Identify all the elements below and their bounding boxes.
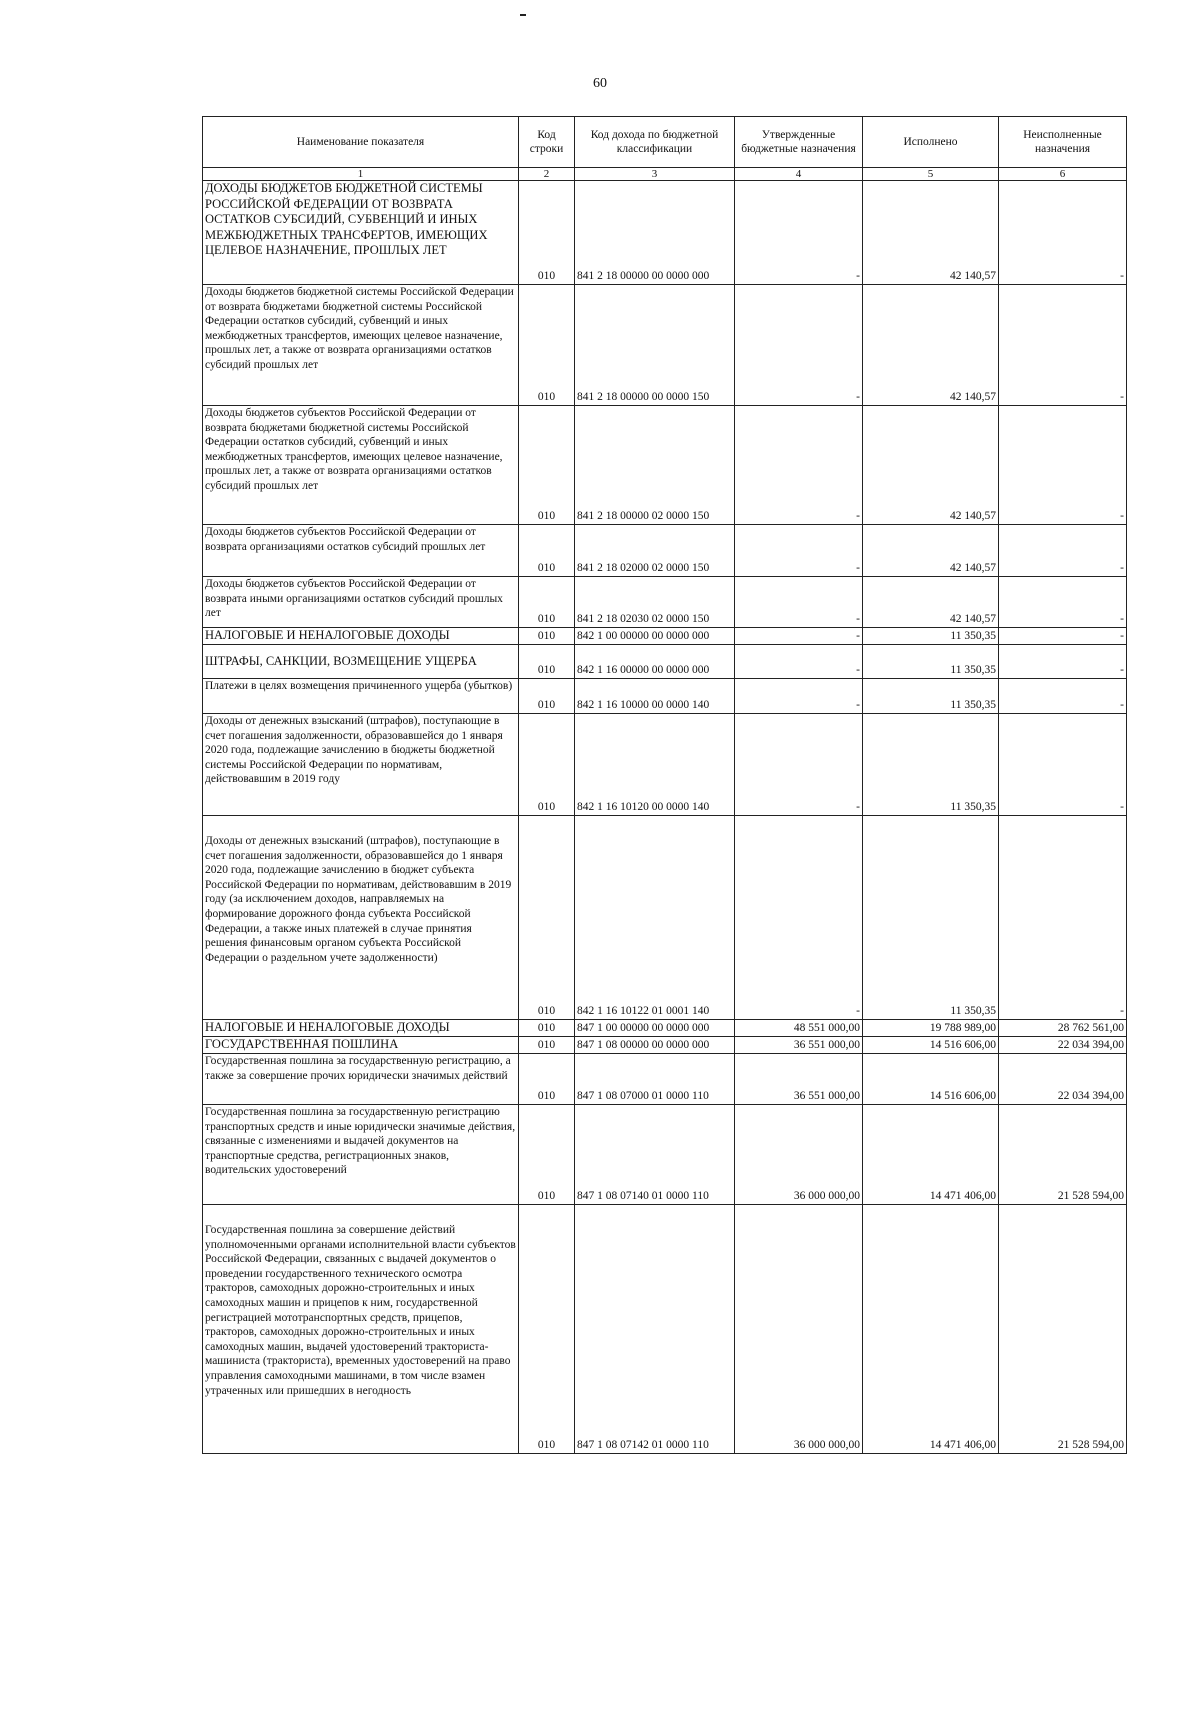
row-budget-code: 847 1 08 07000 01 0000 110 xyxy=(575,1054,735,1105)
row-unexecuted: - xyxy=(999,628,1127,645)
header-row xyxy=(203,117,1127,168)
row-unexecuted: 22 034 394,00 xyxy=(999,1037,1127,1054)
col-header-approved: Утвержденные бюджетные назначения xyxy=(735,117,863,168)
row-line-code: 010 xyxy=(519,1020,575,1037)
row-line-code: 010 xyxy=(519,285,575,406)
row-budget-code: 847 1 08 00000 00 0000 000 xyxy=(575,1037,735,1054)
row-budget-code: 842 1 16 10000 00 0000 140 xyxy=(575,679,735,714)
row-name: НАЛОГОВЫЕ И НЕНАЛОГОВЫЕ ДОХОДЫ xyxy=(203,628,519,645)
row-budget-code: 847 1 08 07142 01 0000 110 xyxy=(575,1205,735,1454)
row-executed: 11 350,35 xyxy=(863,679,999,714)
row-executed: 42 140,57 xyxy=(863,525,999,577)
column-number: 6 xyxy=(999,168,1127,181)
row-line-code: 010 xyxy=(519,1105,575,1205)
row-approved: - xyxy=(735,679,863,714)
row-line-code: 010 xyxy=(519,816,575,1020)
row-line-code: 010 xyxy=(519,1037,575,1054)
row-name: Доходы бюджетов субъектов Российской Федерации от возврата иными организациями остатков субсидий прошлых лет xyxy=(203,577,519,628)
table-row xyxy=(203,679,1127,714)
row-name: Доходы от денежных взысканий (штрафов), поступающие в счет погашения задолженности, образовавшейся до 1 января 2020 года, подлежащие зачислению в бюджет субъекта Российской Федерации по нормативам, действовавшим в 2019 году (за исключением доходов, направляемых на формирование дорожного фонда субъекта Российской Федерации, а также иных платежей в случае принятия решения финансовым органом субъекта Российской Федерации о раздельном учете задолженности) xyxy=(203,816,519,1020)
column-number: 2 xyxy=(519,168,575,181)
row-line-code: 010 xyxy=(519,406,575,525)
column-number: 4 xyxy=(735,168,863,181)
row-budget-code: 841 2 18 02000 02 0000 150 xyxy=(575,525,735,577)
table-row xyxy=(203,816,1127,1020)
table-row xyxy=(203,285,1127,406)
row-budget-code: 842 1 16 00000 00 0000 000 xyxy=(575,645,735,679)
row-line-code: 010 xyxy=(519,1054,575,1105)
row-approved: - xyxy=(735,577,863,628)
row-approved: 36 000 000,00 xyxy=(735,1105,863,1205)
row-line-code: 010 xyxy=(519,714,575,816)
row-unexecuted: - xyxy=(999,679,1127,714)
table-row xyxy=(203,1037,1127,1054)
table-row xyxy=(203,645,1127,679)
table-row xyxy=(203,181,1127,285)
row-unexecuted: - xyxy=(999,714,1127,816)
row-budget-code: 847 1 00 00000 00 0000 000 xyxy=(575,1020,735,1037)
col-header-name: Наименование показателя xyxy=(203,117,519,168)
table-row xyxy=(203,1054,1127,1105)
row-approved: - xyxy=(735,714,863,816)
row-unexecuted: - xyxy=(999,181,1127,285)
row-executed: 42 140,57 xyxy=(863,181,999,285)
row-executed: 14 516 606,00 xyxy=(863,1054,999,1105)
row-name: Государственная пошлина за совершение действий уполномоченными органами исполнительной власти субъектов Российской Федерации, связанных с выдачей документов о проведении государственного технического осмотра тракторов, самоходных дорожно-строительных и иных самоходных машин и прицепов к ним, государственной регистрацией мототранспортных средств, прицепов, тракторов, самоходных дорожно-строительных и иных самоходных машин, выдачей удостоверений тракториста-машиниста (тракториста), временных удостоверений на право управления самоходными машинами, в том числе взамен утраченных или пришедших в негодность xyxy=(203,1205,519,1454)
row-line-code: 010 xyxy=(519,577,575,628)
row-line-code: 010 xyxy=(519,1205,575,1454)
table-row xyxy=(203,577,1127,628)
row-approved: 36 000 000,00 xyxy=(735,1205,863,1454)
row-executed: 42 140,57 xyxy=(863,577,999,628)
row-approved: - xyxy=(735,525,863,577)
table-row xyxy=(203,1105,1127,1205)
row-approved: - xyxy=(735,628,863,645)
row-name: Государственная пошлина за государственную регистрацию, а также за совершение прочих юридически значимых действий xyxy=(203,1054,519,1105)
row-line-code: 010 xyxy=(519,679,575,714)
row-name: Доходы бюджетов бюджетной системы Российской Федерации от возврата бюджетами бюджетной системы Российской Федерации остатков субсидий, субвенций и иных межбюджетных трансфертов, имеющих целевое назначение, прошлых лет, а также от возврата организациями остатков субсидий прошлых лет xyxy=(203,285,519,406)
row-budget-code: 842 1 16 10120 00 0000 140 xyxy=(575,714,735,816)
row-budget-code: 842 1 16 10122 01 0001 140 xyxy=(575,816,735,1020)
row-name: Доходы бюджетов субъектов Российской Федерации от возврата организациями остатков субсидий прошлых лет xyxy=(203,525,519,577)
row-unexecuted: 22 034 394,00 xyxy=(999,1054,1127,1105)
column-number: 5 xyxy=(863,168,999,181)
revenue-table xyxy=(202,116,1127,1454)
table-row xyxy=(203,525,1127,577)
row-unexecuted: - xyxy=(999,525,1127,577)
row-budget-code: 841 2 18 00000 02 0000 150 xyxy=(575,406,735,525)
row-unexecuted: 21 528 594,00 xyxy=(999,1105,1127,1205)
col-header-line-code: Код строки xyxy=(519,117,575,168)
row-executed: 14 516 606,00 xyxy=(863,1037,999,1054)
scan-mark xyxy=(520,14,526,16)
column-number-row xyxy=(203,168,1127,181)
row-name: Доходы бюджетов субъектов Российской Федерации от возврата бюджетами бюджетной системы Российской Федерации остатков субсидий, субвенций и иных межбюджетных трансфертов, имеющих целевое назначение, прошлых лет, а также от возврата организациями остатков субсидий прошлых лет xyxy=(203,406,519,525)
row-approved: - xyxy=(735,285,863,406)
column-number: 3 xyxy=(575,168,735,181)
row-name: НАЛОГОВЫЕ И НЕНАЛОГОВЫЕ ДОХОДЫ xyxy=(203,1020,519,1037)
row-unexecuted: - xyxy=(999,577,1127,628)
row-executed: 19 788 989,00 xyxy=(863,1020,999,1037)
table-row xyxy=(203,714,1127,816)
row-executed: 42 140,57 xyxy=(863,285,999,406)
row-line-code: 010 xyxy=(519,645,575,679)
row-unexecuted: 28 762 561,00 xyxy=(999,1020,1127,1037)
row-unexecuted: - xyxy=(999,645,1127,679)
table-row xyxy=(203,1205,1127,1454)
row-line-code: 010 xyxy=(519,628,575,645)
row-approved: - xyxy=(735,645,863,679)
row-line-code: 010 xyxy=(519,525,575,577)
row-approved: 36 551 000,00 xyxy=(735,1054,863,1105)
row-budget-code: 841 2 18 00000 00 0000 150 xyxy=(575,285,735,406)
row-name: ГОСУДАРСТВЕННАЯ ПОШЛИНА xyxy=(203,1037,519,1054)
row-executed: 11 350,35 xyxy=(863,714,999,816)
col-header-unexecuted: Неисполненные назначения xyxy=(999,117,1127,168)
row-budget-code: 847 1 08 07140 01 0000 110 xyxy=(575,1105,735,1205)
row-approved: 36 551 000,00 xyxy=(735,1037,863,1054)
row-approved: - xyxy=(735,406,863,525)
row-name: Государственная пошлина за государственную регистрацию транспортных средств и иные юридически значимые действия, связанные с изменениями и выдачей документов на транспортные средства, регистрационных знаков, водительских удостоверений xyxy=(203,1105,519,1205)
row-budget-code: 841 2 18 02030 02 0000 150 xyxy=(575,577,735,628)
row-executed: 42 140,57 xyxy=(863,406,999,525)
row-executed: 11 350,35 xyxy=(863,628,999,645)
col-header-budget-code: Код дохода по бюджетной классификации xyxy=(575,117,735,168)
row-unexecuted: - xyxy=(999,406,1127,525)
row-line-code: 010 xyxy=(519,181,575,285)
table-row xyxy=(203,406,1127,525)
row-unexecuted: 21 528 594,00 xyxy=(999,1205,1127,1454)
row-budget-code: 842 1 00 00000 00 0000 000 xyxy=(575,628,735,645)
row-executed: 11 350,35 xyxy=(863,816,999,1020)
row-executed: 14 471 406,00 xyxy=(863,1105,999,1205)
row-approved: - xyxy=(735,816,863,1020)
table-row xyxy=(203,1020,1127,1037)
page-number: 60 xyxy=(593,76,607,91)
row-approved: - xyxy=(735,181,863,285)
row-unexecuted: - xyxy=(999,285,1127,406)
row-name: ШТРАФЫ, САНКЦИИ, ВОЗМЕЩЕНИЕ УЩЕРБА xyxy=(203,645,519,679)
row-name: ДОХОДЫ БЮДЖЕТОВ БЮДЖЕТНОЙ СИСТЕМЫ РОССИЙСКОЙ ФЕДЕРАЦИИ ОТ ВОЗВРАТА ОСТАТКОВ СУБСИДИЙ, СУБВЕНЦИЙ И ИНЫХ МЕЖБЮДЖЕТНЫХ ТРАНСФЕРТОВ, ИМЕЮЩИХ ЦЕЛЕВОЕ НАЗНАЧЕНИЕ, ПРОШЛЫХ ЛЕТ xyxy=(203,181,519,285)
row-budget-code: 841 2 18 00000 00 0000 000 xyxy=(575,181,735,285)
col-header-executed: Исполнено xyxy=(863,117,999,168)
row-name: Платежи в целях возмещения причиненного ущерба (убытков) xyxy=(203,679,519,714)
table-row xyxy=(203,628,1127,645)
row-executed: 11 350,35 xyxy=(863,645,999,679)
column-number: 1 xyxy=(203,168,519,181)
row-unexecuted: - xyxy=(999,816,1127,1020)
row-name: Доходы от денежных взысканий (штрафов), поступающие в счет погашения задолженности, образовавшейся до 1 января 2020 года, подлежащие зачислению в бюджеты бюджетной системы Российской Федерации по нормативам, действовавшим в 2019 году xyxy=(203,714,519,816)
row-approved: 48 551 000,00 xyxy=(735,1020,863,1037)
row-executed: 14 471 406,00 xyxy=(863,1205,999,1454)
